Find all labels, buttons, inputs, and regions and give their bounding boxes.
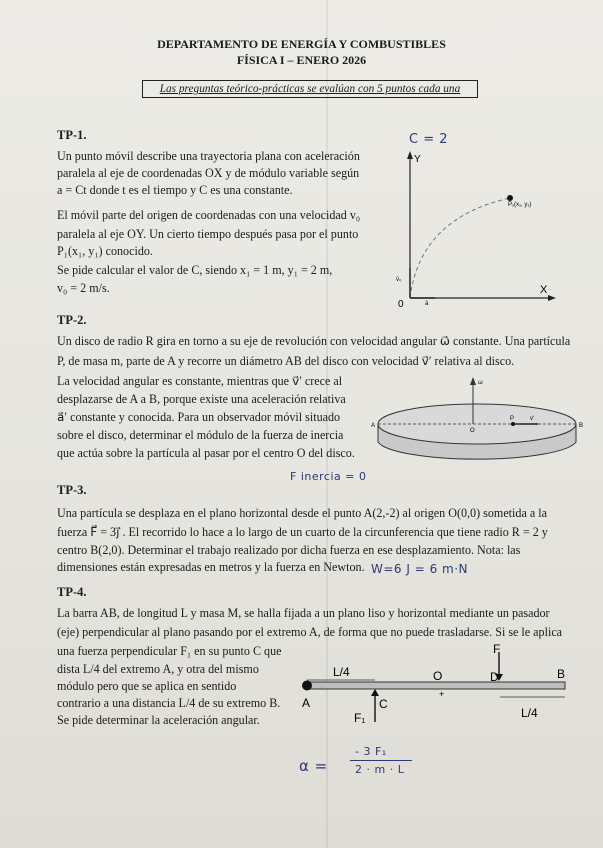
origin-label: 0 — [398, 299, 404, 310]
point-c-label: C — [379, 697, 388, 711]
v-prime-label: v′ — [530, 416, 535, 422]
tp3-line-1: Una partícula se desplaza en el plano horizontal desde el punto A(2,-2) al origen O(0,0) sometida a la — [57, 506, 547, 520]
tp2-line-3: La velocidad angular es constante, mientras que v⃗′ crece al — [57, 374, 343, 388]
tp2-line-4: desplazarse de A a B, porque existe una aceleración relativa — [57, 392, 346, 406]
tp4-line-6: contrario a una distancia L/4 de su extremo B. — [57, 696, 281, 710]
bar-ab — [307, 682, 565, 689]
force-f1-arrow — [371, 689, 379, 696]
tp2-title: TP-2. — [57, 313, 87, 327]
tp1-title: TP-1. — [57, 128, 87, 142]
force-f1-label: F₁ — [354, 711, 366, 725]
tp4-line-3: una fuerza perpendicular F₁ en su punto C que — [57, 644, 282, 658]
tp4-line-5: módulo pero que se aplica en sentido — [57, 679, 237, 693]
tp2-line-6: sobre el disco, determinar el módulo de la fuerza de inercia — [57, 428, 344, 442]
tp1-line-8: v₀ = 2 m/s. — [57, 281, 110, 295]
course-heading: FÍSICA I – ENERO 2026 — [236, 53, 367, 67]
tp3-line-2: fuerza F⃗ = 3j⃗ . El recorrido lo hace a lo largo de un cuarto de la circunferencia que tiene radio R = 2 y — [57, 525, 548, 539]
point-a-label: A — [371, 423, 376, 429]
tp1-line-3: a = Ct donde t es el tiempo y C es una constante. — [57, 183, 293, 197]
tp2-line-2: P, de masa m, parte de A y recorre un diámetro AB del disco con velocidad v⃗′ relativa al disco. — [57, 354, 515, 368]
force-f-label: F — [493, 642, 501, 656]
tp2-line-7: que actúa sobre la partícula al pasar por el centro O del disco. — [57, 446, 355, 460]
tp4-bar-figure — [295, 640, 585, 735]
point-o-label: O — [433, 669, 443, 683]
pivot-a — [302, 681, 312, 691]
tp2-handwritten-answer: F inercia = 0 — [290, 470, 367, 483]
tp4-handwritten-denominator: 2 · m · L — [355, 763, 405, 776]
p1-label: P₁(x₁, y₁) — [508, 202, 532, 208]
tp3-handwritten-answer: W=6 J = 6 m·N — [371, 562, 469, 576]
tp1-line-2: paralela al eje de coordenadas OX y de módulo variable según — [57, 166, 360, 180]
point-b-label: B — [579, 423, 584, 429]
center-o-label: O — [470, 428, 475, 434]
tp1-line-4: El móvil parte del origen de coordenadas con una velocidad v₀ — [57, 208, 361, 222]
disk-top — [378, 404, 576, 444]
tp1-line-6: P₁(x₁, y₁) conocido. — [57, 244, 153, 258]
particle-p — [511, 422, 515, 426]
y-axis-arrow — [407, 151, 413, 159]
tp3-line-3: centro B(2,0). Determinar el trabajo realizado por dicha fuerza en ese desplazamiento. Nota: las — [57, 543, 521, 557]
tp1-line-7: Se pide calcular el valor de C, siendo x₁ = 1 m, y₁ = 2 m, — [57, 263, 333, 277]
tp2-disk-figure — [370, 372, 584, 470]
department-heading: DEPARTAMENTO DE ENERGÍA Y COMBUSTIBLES — [157, 37, 446, 51]
grading-note-banner: Las preguntas teórico-prácticas se evalúan con 5 puntos cada una — [142, 80, 478, 98]
point-d-label: D — [490, 670, 499, 684]
center-mark: + — [439, 689, 445, 699]
a-label: ā — [425, 301, 429, 307]
tp1-line-1: Un punto móvil describe una trayectoria plana con aceleración — [57, 149, 360, 163]
tp4-line-7: Se pide determinar la aceleración angular. — [57, 713, 260, 727]
omega-arrow — [470, 377, 476, 385]
tp1-handwritten-answer: C = 2 — [409, 132, 449, 147]
tp3-title: TP-3. — [57, 483, 87, 497]
tp2-line-1: Un disco de radio R gira en torno a su eje de revolución con velocidad angular ω⃗ constante. Una partícula — [57, 334, 571, 348]
trajectory-curve — [410, 198, 510, 298]
tp1-line-5: paralela al eje OY. Un cierto tiempo después pasa por el punto — [57, 227, 359, 241]
dim-label-right: L/4 — [521, 706, 538, 720]
tp2-line-5: a⃗′ constante y conocida. Para un observador móvil situado — [57, 410, 341, 424]
omega-label: ω — [478, 380, 483, 386]
x-axis-label: X — [540, 284, 548, 296]
point-a-label: A — [302, 696, 311, 710]
tp4-line-2: (eje) perpendicular al plano pasando por el extremo A, de forma que no puede trasladarse. Si se le aplica — [57, 625, 563, 639]
tp4-line-4: dista L/4 del extremo A, y otra del mismo — [57, 662, 259, 676]
point-p1 — [507, 195, 513, 201]
x-axis-arrow — [548, 295, 556, 301]
y-axis-label: Y — [414, 154, 421, 165]
tp4-title: TP-4. — [57, 585, 87, 599]
point-b-label: B — [557, 667, 566, 681]
tp4-line-1: La barra AB, de longitud L y masa M, se halla fijada a un plano liso y horizontal mediante un pasador — [57, 606, 550, 620]
particle-p-label: P — [510, 416, 515, 422]
tp4-handwritten-alpha: α = — [299, 757, 328, 775]
tp3-line-4: dimensiones están expresadas en metros y la fuerza en Newton. — [57, 560, 365, 574]
v0-label: v̄₀ — [396, 277, 402, 283]
tp4-fraction-bar — [350, 760, 412, 761]
tp1-trajectory-figure — [380, 148, 560, 313]
dim-label-left: L/4 — [333, 665, 350, 679]
tp4-handwritten-numerator: - 3 F₁ — [355, 745, 387, 758]
